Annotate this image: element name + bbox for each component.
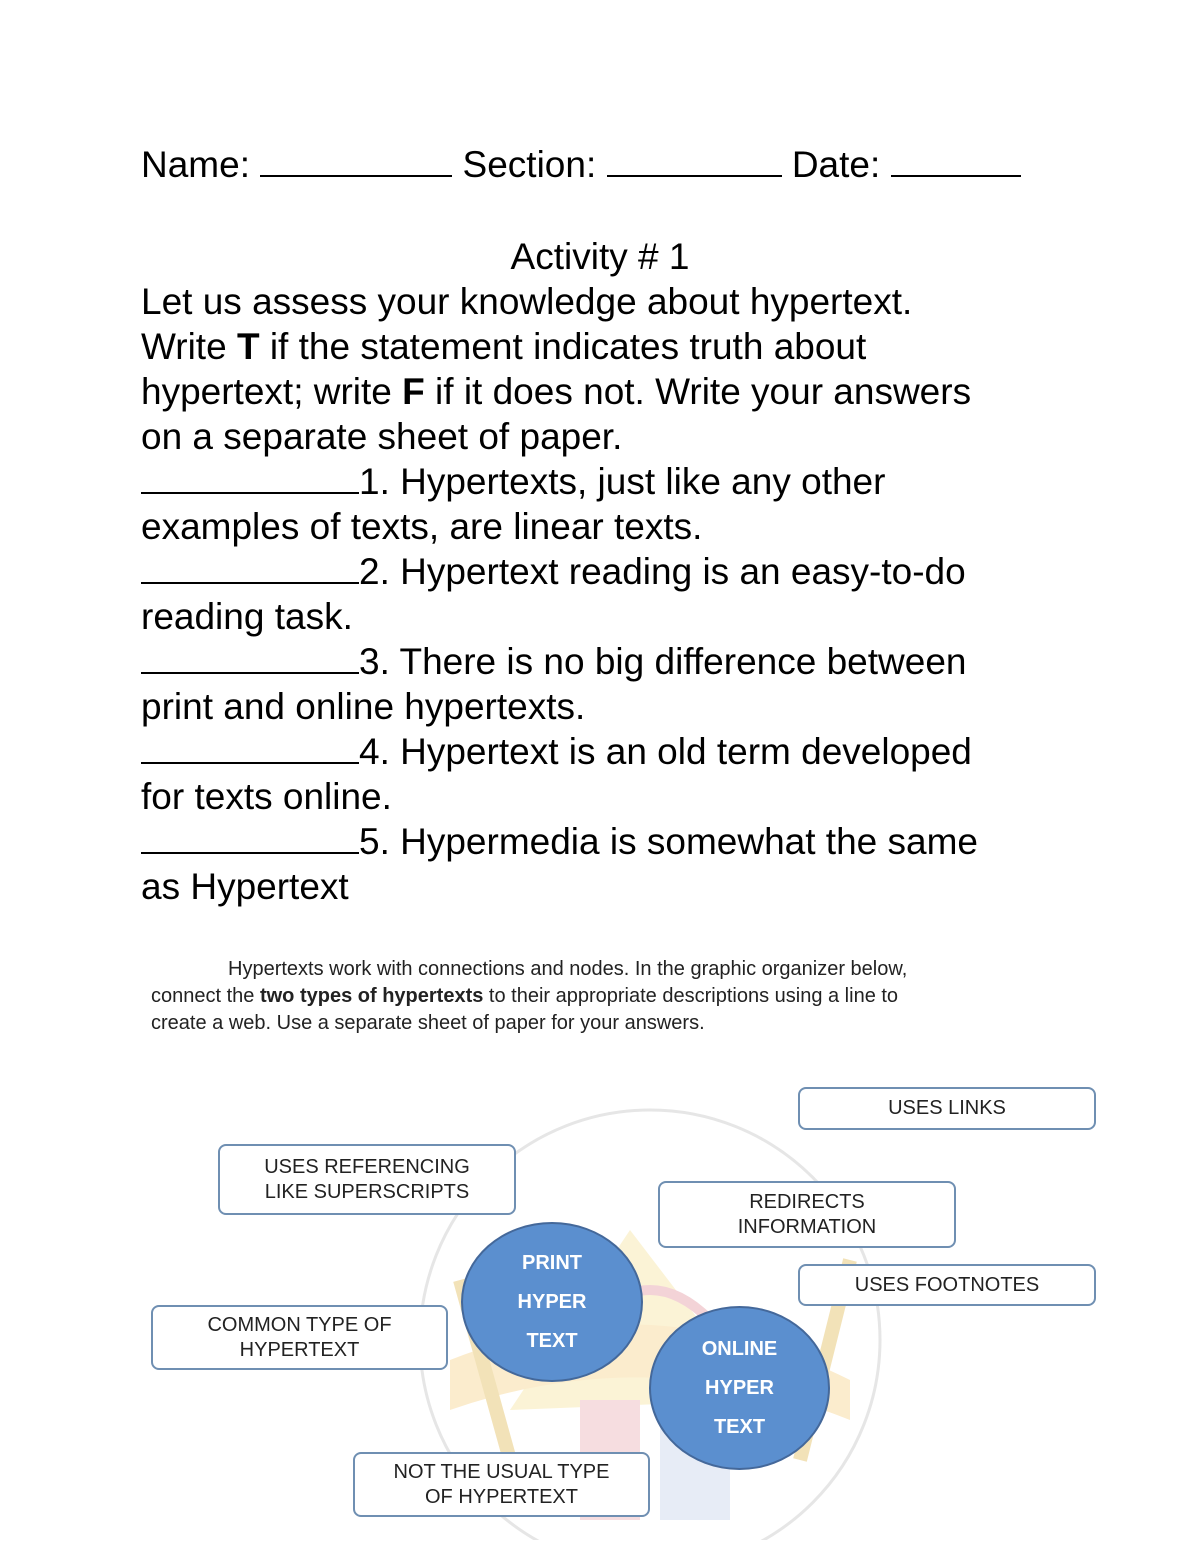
intro-text: Write [141,326,237,367]
box-not-usual-type: NOT THE USUAL TYPE OF HYPERTEXT [353,1452,650,1517]
item-text: 1. Hypertexts, just like any other [359,461,886,502]
name-label: Name: [141,144,250,185]
item-1-cont: examples of texts, are linear texts. [141,506,703,547]
false-letter: F [402,371,425,412]
instr-text: connect the [151,985,260,1007]
box-uses-referencing: USES REFERENCING LIKE SUPERSCRIPTS [218,1144,516,1215]
item-5-cont: as Hypertext [141,866,349,907]
item-text: 4. Hypertext is an old term developed [359,731,972,772]
intro-line-1: Let us assess your knowledge about hypertext. [141,281,913,322]
intro-line-4: on a separate sheet of paper. [141,416,623,457]
true-letter: T [236,326,260,367]
intro-text: hypertext; write [141,371,403,412]
organizer-instructions-3: create a web. Use a separate sheet of paper for your answers. [151,1012,705,1034]
intro-text: if it does not. Write your answers [424,371,972,412]
header-fields [141,142,1021,187]
answer-blank-5[interactable] [141,820,359,854]
item-1 [141,459,885,504]
item-3 [141,639,966,684]
circle-online-hypertext: ONLINE HYPER TEXT [649,1306,830,1470]
section-label: Section: [462,144,597,185]
item-2-cont: reading task. [141,596,353,637]
name-blank[interactable] [260,143,452,177]
answer-blank-1[interactable] [141,460,359,494]
item-5 [141,819,978,864]
answer-blank-4[interactable] [141,730,359,764]
instr-bold: two types of hypertexts [259,985,484,1007]
item-3-cont: print and online hypertexts. [141,686,586,727]
date-blank[interactable] [891,143,1021,177]
box-uses-footnotes: USES FOOTNOTES [798,1264,1096,1306]
intro-text: if the statement indicates truth about [259,326,867,367]
section-blank[interactable] [607,143,782,177]
item-4-cont: for texts online. [141,776,392,817]
answer-blank-3[interactable] [141,640,359,674]
box-common-type: COMMON TYPE OF HYPERTEXT [151,1305,448,1370]
intro-line-3 [141,369,971,414]
box-redirects-information: REDIRECTS INFORMATION [658,1181,956,1248]
instr-text: to their appropriate descriptions using a line to [483,985,899,1007]
box-uses-links: USES LINKS [798,1087,1096,1130]
date-label: Date: [791,144,881,185]
item-text: 5. Hypermedia is somewhat the same [359,821,978,862]
item-2 [141,549,966,594]
intro-line-2 [141,324,866,369]
item-4 [141,729,972,774]
answer-blank-2[interactable] [141,550,359,584]
item-text: 2. Hypertext reading is an easy-to-do [359,551,966,592]
activity-title: Activity # 1 [510,236,690,277]
circle-print-hypertext: PRINT HYPER TEXT [461,1222,643,1382]
organizer-instructions-1: Hypertexts work with connections and nodes. In the graphic organizer below, [228,958,908,980]
item-text: 3. There is no big difference between [359,641,967,682]
organizer-instructions-2 [151,983,898,1010]
